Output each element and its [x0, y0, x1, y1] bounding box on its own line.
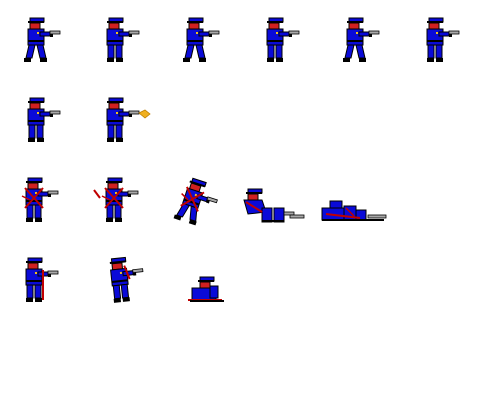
walk-frame-3 — [183, 18, 219, 62]
death-alt-row — [26, 256, 224, 303]
walk-frame-5 — [343, 18, 379, 62]
lying-dead-frame — [322, 201, 386, 221]
muzzle-flash-icon — [139, 110, 150, 118]
walk-frame-4 — [267, 18, 299, 62]
stand-aim-frame — [28, 98, 60, 142]
death-row — [22, 176, 386, 229]
walk-row — [24, 18, 459, 62]
hit-frame-2 — [94, 178, 138, 222]
fire-frame — [107, 98, 150, 142]
walk-frame-2 — [107, 18, 139, 62]
walk-frame-6 — [427, 18, 459, 62]
shoot-row — [28, 98, 150, 142]
fall-frame-2 — [244, 189, 304, 222]
collapsed-frame — [188, 277, 224, 302]
wounded-stagger-frame — [109, 256, 145, 303]
hit-frame-1 — [22, 178, 58, 222]
walk-frame-1 — [24, 18, 60, 62]
fall-frame-1 — [174, 176, 222, 229]
wounded-stand-frame — [26, 258, 58, 302]
